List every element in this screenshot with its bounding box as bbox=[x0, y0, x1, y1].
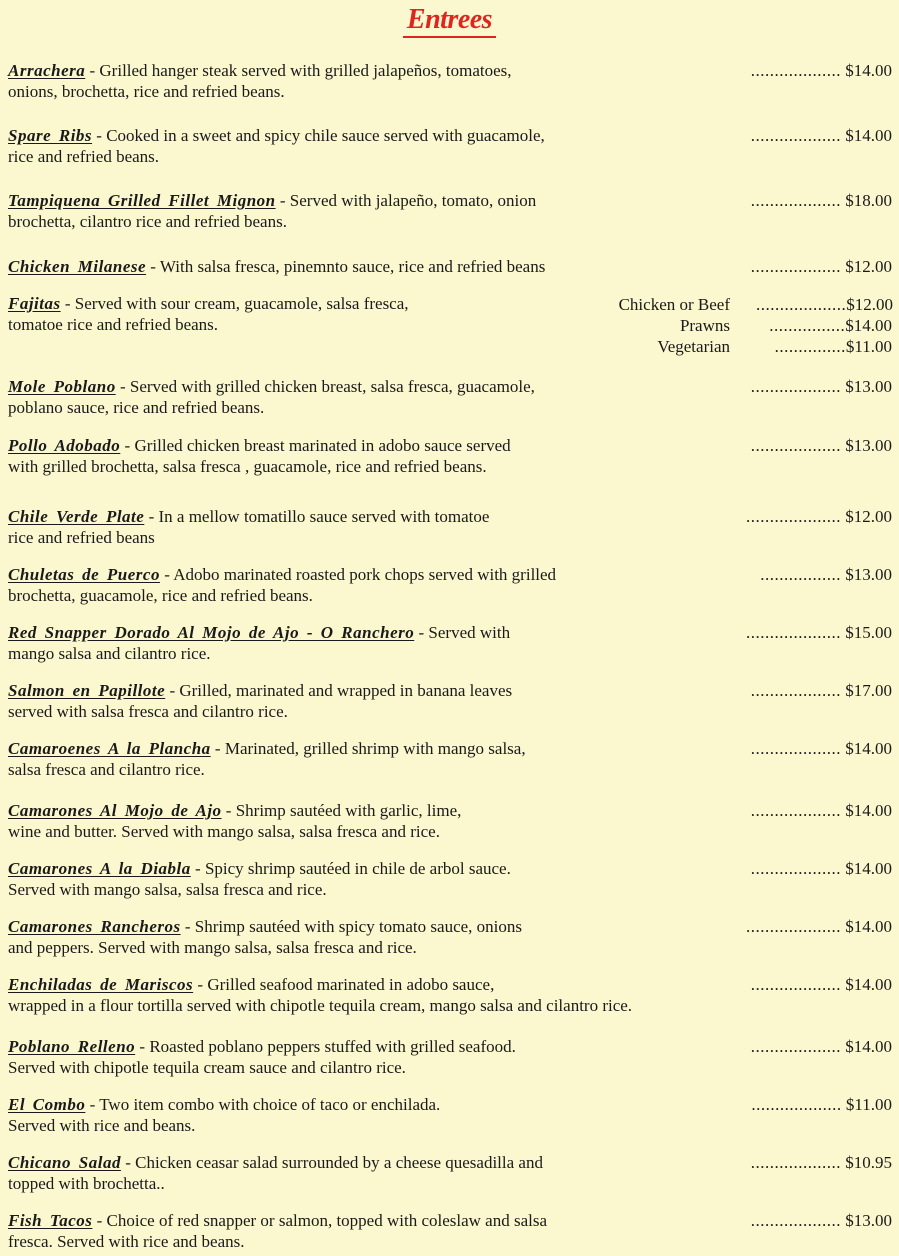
option-label: Vegetarian bbox=[657, 337, 730, 356]
item-description: Served with jalapeño, tomato, onion bbox=[289, 191, 537, 210]
item-price-row bbox=[751, 801, 892, 822]
item-description: Marinated, grilled shrimp with mango salsa, bbox=[224, 739, 526, 758]
dot-leader: ................... bbox=[750, 436, 841, 455]
item-price-row bbox=[751, 859, 892, 880]
item-price: $13.00 bbox=[845, 377, 892, 396]
dot-leader: ................... bbox=[750, 1153, 841, 1172]
menu-item-chile-verde bbox=[8, 507, 892, 548]
item-price-row bbox=[751, 257, 892, 278]
item-description-block: Chuletas de Puerco - Adobo marinated roasted pork chops served with grilled brochetta, guacamole, rice and refried beans. bbox=[8, 565, 557, 605]
item-price: $14.00 bbox=[845, 801, 892, 820]
page-title: Entrees bbox=[0, 4, 899, 36]
item-description-block: Camarones Rancheros - Shrimp sautéed with spicy tomato sauce, onions and peppers. Served with mango salsa, salsa fresca and rice. bbox=[8, 917, 522, 957]
dot-leader: .................... bbox=[746, 507, 841, 526]
menu-item-camaroenes-plancha bbox=[8, 739, 892, 780]
item-price-row bbox=[751, 1037, 892, 1058]
menu-item-arrachera bbox=[8, 61, 892, 102]
dot-leader: ................... bbox=[750, 975, 841, 994]
item-price-row bbox=[751, 975, 892, 996]
item-name: Tampiquena Grilled Fillet Mignon bbox=[8, 191, 276, 210]
item-price-row bbox=[751, 1095, 892, 1116]
item-price: $14.00 bbox=[845, 859, 892, 878]
menu-item-spare-ribs bbox=[8, 126, 892, 167]
dot-leader: ................... bbox=[750, 191, 841, 210]
menu-item-mole-poblano bbox=[8, 377, 892, 418]
item-name: Spare Ribs bbox=[8, 126, 93, 145]
item-price-row bbox=[751, 1153, 892, 1174]
menu-item-el-combo bbox=[8, 1095, 892, 1136]
item-name: Poblano Relleno bbox=[8, 1037, 136, 1056]
item-description-cont: served with salsa fresca and cilantro rice. bbox=[8, 701, 288, 721]
item-description-block: Chicano Salad - Chicken ceasar salad surrounded by a cheese quesadilla and topped with brochetta.. bbox=[8, 1153, 543, 1193]
item-price-row bbox=[751, 191, 892, 212]
item-description-cont: rice and refried beans. bbox=[8, 146, 160, 166]
menu-item-fish-tacos bbox=[8, 1211, 892, 1252]
item-description-cont: and peppers. Served with mango salsa, salsa fresca and rice. bbox=[8, 937, 417, 957]
item-description-block: Fish Tacos - Choice of red snapper or salmon, topped with coleslaw and salsa fresca. Served with rice and beans. bbox=[8, 1211, 548, 1251]
item-price-row bbox=[751, 436, 892, 457]
menu-item-salmon bbox=[8, 681, 892, 722]
item-price-row bbox=[751, 739, 892, 760]
option-price-row bbox=[756, 336, 892, 357]
item-description: Shrimp sautéed with spicy tomato sauce, onions bbox=[194, 917, 522, 936]
item-price-row bbox=[760, 565, 892, 586]
item-description-block: Red Snapper Dorado Al Mojo de Ajo - O Ranchero - Served with mango salsa and cilantro rice. bbox=[8, 623, 511, 663]
item-description-block: Enchiladas de Mariscos - Grilled seafood marinated in adobo sauce, wrapped in a flour tortilla served with chipotle tequila cream, mango salsa and cilantro rice. bbox=[8, 975, 633, 1015]
item-description: Grilled, marinated and wrapped in banana leaves bbox=[179, 681, 513, 700]
item-description-cont: rice and refried beans bbox=[8, 527, 155, 547]
dot-leader: ................... bbox=[750, 257, 841, 276]
fajita-option-vegetarian bbox=[619, 336, 892, 357]
item-price: $14.00 bbox=[845, 975, 892, 994]
dot-leader: ................... bbox=[750, 859, 841, 878]
item-description: Two item combo with choice of taco or enchilada. bbox=[99, 1095, 441, 1114]
menu-item-red-snapper bbox=[8, 623, 892, 664]
item-description-block: Fajitas - Served with sour cream, guacamole, salsa fresca, tomatoe rice and refried beans. bbox=[8, 294, 409, 334]
item-price: $13.00 bbox=[845, 565, 892, 584]
option-price: $14.00 bbox=[845, 316, 892, 335]
dot-leader: .................... bbox=[746, 623, 841, 642]
dot-leader: ................... bbox=[756, 295, 847, 314]
item-name: Fish Tacos bbox=[8, 1211, 93, 1230]
item-name: Chicano Salad bbox=[8, 1153, 121, 1172]
dot-leader: ................... bbox=[750, 1211, 841, 1230]
option-price-row bbox=[756, 294, 892, 315]
menu-item-chuletas bbox=[8, 565, 892, 606]
item-price: $14.00 bbox=[845, 61, 892, 80]
item-description-cont: wine and butter. Served with mango salsa, salsa fresca and rice. bbox=[8, 821, 440, 841]
item-price-row bbox=[746, 507, 892, 528]
item-price: $18.00 bbox=[845, 191, 892, 210]
item-description: With salsa fresca, pinemnto sauce, rice and refried beans bbox=[159, 257, 546, 276]
menu-item-camarones-diabla bbox=[8, 859, 892, 900]
item-name: Camaroenes A la Plancha bbox=[8, 739, 211, 758]
menu-item-fajitas bbox=[8, 294, 893, 356]
fajita-option-prawns bbox=[619, 315, 892, 336]
item-description-cont: salsa fresca and cilantro rice. bbox=[8, 759, 205, 779]
item-description-block: Poblano Relleno - Roasted poblano peppers stuffed with grilled seafood. Served with chipotle tequila cream sauce and cilantro rice. bbox=[8, 1037, 516, 1077]
item-description-cont: mango salsa and cilantro rice. bbox=[8, 643, 211, 663]
menu-item-tampiquena bbox=[8, 191, 892, 232]
item-description: Grilled chicken breast marinated in adobo sauce served bbox=[134, 436, 511, 455]
item-price-row bbox=[751, 377, 892, 398]
dot-leader: ................... bbox=[750, 1037, 841, 1056]
item-description-cont: with grilled brochetta, salsa fresca , guacamole, rice and refried beans. bbox=[8, 456, 487, 476]
dot-leader: ................. bbox=[760, 565, 841, 584]
item-description: Served with sour cream, guacamole, salsa fresca, bbox=[74, 294, 409, 313]
dot-leader: ................... bbox=[751, 1095, 842, 1114]
dot-leader: ................... bbox=[750, 801, 841, 820]
menu-item-chicano-salad bbox=[8, 1153, 892, 1194]
option-price: $11.00 bbox=[845, 337, 892, 356]
item-price-row bbox=[751, 1211, 892, 1232]
item-description-block: Mole Poblano - Served with grilled chicken breast, salsa fresca, guacamole, poblano sauce, rice and refried beans. bbox=[8, 377, 535, 417]
item-name: Pollo Adobado bbox=[8, 436, 121, 455]
menu-item-camarones-mojo bbox=[8, 801, 892, 842]
item-description-block: Camarones Al Mojo de Ajo - Shrimp sautéed with garlic, lime, wine and butter. Served with mango salsa, salsa fresca and rice. bbox=[8, 801, 462, 841]
item-name: El Combo bbox=[8, 1095, 86, 1114]
item-description-block: Salmon en Papillote - Grilled, marinated and wrapped in banana leaves served with salsa fresca and cilantro rice. bbox=[8, 681, 513, 721]
item-price: $14.00 bbox=[845, 126, 892, 145]
item-description-block: Pollo Adobado - Grilled chicken breast marinated in adobo sauce served with grilled brochetta, salsa fresca , guacamole, rice and refried beans. bbox=[8, 436, 511, 476]
item-name: Fajitas bbox=[8, 294, 61, 313]
option-price-row bbox=[756, 315, 892, 336]
item-description-cont: onions, brochetta, rice and refried beans. bbox=[8, 81, 285, 101]
item-price: $14.00 bbox=[845, 739, 892, 758]
menu-item-camarones-rancheros bbox=[8, 917, 892, 958]
item-price: $14.00 bbox=[845, 1037, 892, 1056]
item-description-cont: Served with mango salsa, salsa fresca and rice. bbox=[8, 879, 327, 899]
item-description: Grilled seafood marinated in adobo sauce, bbox=[207, 975, 495, 994]
item-description-cont: brochetta, guacamole, rice and refried beans. bbox=[8, 585, 313, 605]
item-price: $12.00 bbox=[845, 507, 892, 526]
item-price-row bbox=[751, 61, 892, 82]
item-description-cont: brochetta, cilantro rice and refried beans. bbox=[8, 211, 287, 231]
item-name: Arrachera bbox=[8, 61, 86, 80]
fajita-options bbox=[619, 294, 892, 357]
menu-item-enchiladas-mariscos bbox=[8, 975, 892, 1016]
dot-leader: ............... bbox=[774, 337, 846, 356]
item-description-block: Chicken Milanese - With salsa fresca, pinemnto sauce, rice and refried beans bbox=[8, 257, 546, 276]
item-description-block: Spare Ribs - Cooked in a sweet and spicy chile sauce served with guacamole, rice and refried beans. bbox=[8, 126, 545, 166]
item-description: In a mellow tomatillo sauce served with tomatoe bbox=[158, 507, 490, 526]
item-price: $15.00 bbox=[845, 623, 892, 642]
item-description-cont: Served with rice and beans. bbox=[8, 1115, 196, 1135]
item-description: Served with bbox=[428, 623, 511, 642]
item-name: Camarones Rancheros bbox=[8, 917, 181, 936]
dot-leader: ................... bbox=[750, 126, 841, 145]
dot-leader: ................... bbox=[750, 61, 841, 80]
dot-leader: ................ bbox=[769, 316, 846, 335]
item-description-block: Camarones A la Diabla - Spicy shrimp sautéed in chile de arbol sauce. Served with mango salsa, salsa fresca and rice. bbox=[8, 859, 511, 899]
item-description-block: Arrachera - Grilled hanger steak served with grilled jalapeños, tomatoes, onions, brochetta, rice and refried beans. bbox=[8, 61, 512, 101]
item-description-block: Camaroenes A la Plancha - Marinated, grilled shrimp with mango salsa, salsa fresca and cilantro rice. bbox=[8, 739, 526, 779]
item-description-cont: poblano sauce, rice and refried beans. bbox=[8, 397, 265, 417]
item-price-row bbox=[746, 623, 892, 644]
item-name: Camarones Al Mojo de Ajo bbox=[8, 801, 222, 820]
menu-item-pollo-adobado bbox=[8, 436, 892, 477]
option-label: Chicken or Beef bbox=[618, 295, 730, 314]
item-description: Adobo marinated roasted pork chops served with grilled bbox=[173, 565, 557, 584]
dot-leader: ................... bbox=[750, 377, 841, 396]
option-label: Prawns bbox=[679, 316, 730, 335]
item-description-cont: topped with brochetta.. bbox=[8, 1173, 165, 1193]
item-description: Grilled hanger steak served with grilled jalapeños, tomatoes, bbox=[99, 61, 512, 80]
item-description-block: El Combo - Two item combo with choice of taco or enchilada. Served with rice and beans. bbox=[8, 1095, 441, 1135]
item-name: Chuletas de Puerco bbox=[8, 565, 160, 584]
item-description-cont: Served with chipotle tequila cream sauce and cilantro rice. bbox=[8, 1057, 406, 1077]
item-price: $13.00 bbox=[845, 436, 892, 455]
item-description: Shrimp sautéed with garlic, lime, bbox=[235, 801, 462, 820]
item-description-block: Tampiquena Grilled Fillet Mignon - Served with jalapeño, tomato, onion brochetta, cilantro rice and refried beans. bbox=[8, 191, 537, 231]
menu-item-poblano-relleno bbox=[8, 1037, 892, 1078]
item-description: Choice of red snapper or salmon, topped with coleslaw and salsa bbox=[106, 1211, 548, 1230]
item-price: $12.00 bbox=[845, 257, 892, 276]
item-price-row bbox=[751, 126, 892, 147]
item-name: Salmon en Papillote bbox=[8, 681, 166, 700]
item-name: Enchiladas de Mariscos bbox=[8, 975, 194, 994]
dot-leader: ................... bbox=[750, 739, 841, 758]
item-description-block: Chile Verde Plate - In a mellow tomatillo sauce served with tomatoe rice and refried beans bbox=[8, 507, 490, 547]
item-price: $14.00 bbox=[845, 917, 892, 936]
item-name: Red Snapper Dorado Al Mojo de Ajo - O Ranchero bbox=[8, 623, 415, 642]
item-name: Chicken Milanese bbox=[8, 257, 147, 276]
item-description: Chicken ceasar salad surrounded by a cheese quesadilla and bbox=[135, 1153, 543, 1172]
item-price: $13.00 bbox=[845, 1211, 892, 1230]
item-description: Roasted poblano peppers stuffed with grilled seafood. bbox=[149, 1037, 516, 1056]
item-name: Chile Verde Plate bbox=[8, 507, 145, 526]
item-description-cont: tomatoe rice and refried beans. bbox=[8, 314, 219, 334]
item-name: Camarones A la Diabla bbox=[8, 859, 191, 878]
item-description: Cooked in a sweet and spicy chile sauce served with guacamole, bbox=[106, 126, 545, 145]
menu-item-chicken-milanese bbox=[8, 257, 892, 278]
item-price: $10.95 bbox=[845, 1153, 892, 1172]
item-price-row bbox=[746, 917, 892, 938]
item-description-cont: fresca. Served with rice and beans. bbox=[8, 1231, 245, 1251]
fajita-option-chicken-beef bbox=[619, 294, 892, 315]
item-description: Served with grilled chicken breast, salsa fresca, guacamole, bbox=[129, 377, 535, 396]
dot-leader: ................... bbox=[750, 681, 841, 700]
item-description-cont: wrapped in a flour tortilla served with chipotle tequila cream, mango salsa and cilantro rice. bbox=[8, 995, 633, 1015]
item-description: Spicy shrimp sautéed in chile de arbol sauce. bbox=[204, 859, 511, 878]
item-price: $17.00 bbox=[845, 681, 892, 700]
item-price-row bbox=[751, 681, 892, 702]
item-price: $11.00 bbox=[845, 1095, 892, 1114]
option-price: $12.00 bbox=[846, 295, 893, 314]
item-name: Mole Poblano bbox=[8, 377, 116, 396]
dot-leader: .................... bbox=[746, 917, 841, 936]
